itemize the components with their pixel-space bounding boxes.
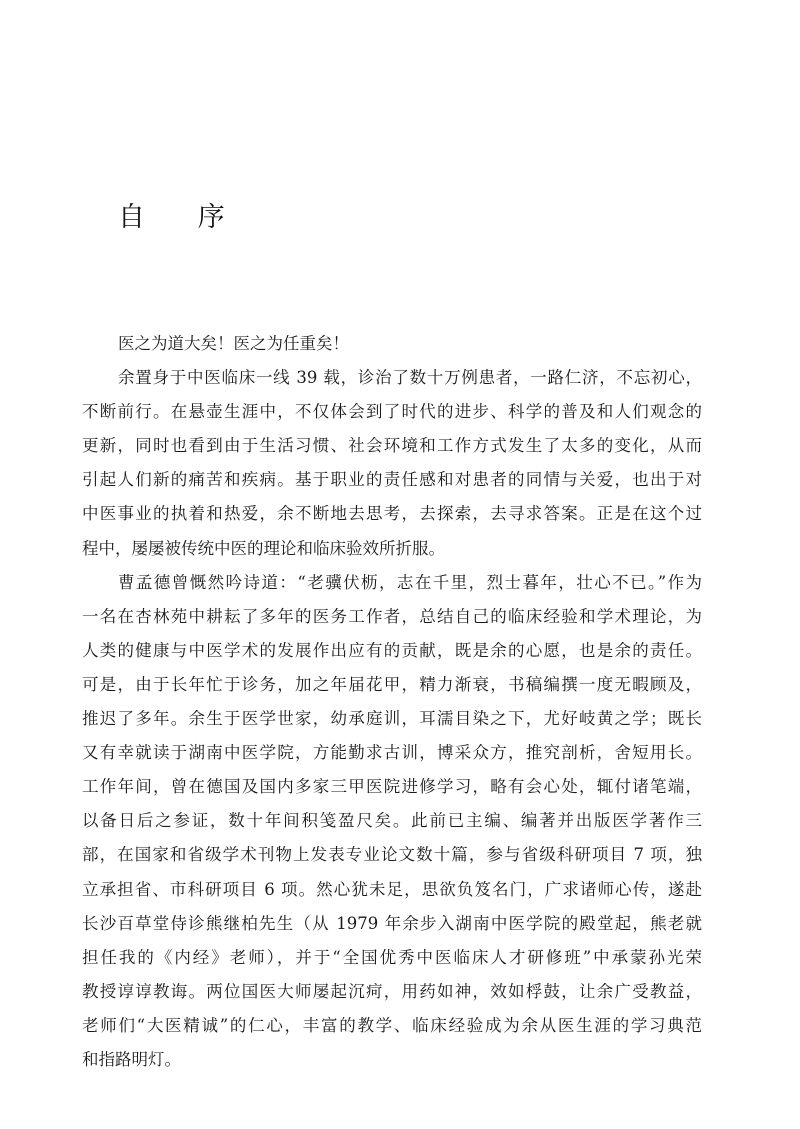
text-line: 长沙百草堂侍诊熊继柏先生（从 1979 年余步入湖南中医学院的殿堂起，熊老就 (82, 913, 702, 933)
text-line: 又有幸就读于湖南中医学院，方能勤求古训，博采众方，推究剖析，舍短用长。 (82, 743, 702, 763)
text-line: 推迟了多年。余生于医学世家，幼承庭训，耳濡目染之下，尤好岐黄之学；既长 (82, 709, 702, 729)
page-title: 自 序 (118, 202, 247, 233)
text-line: 引起人们新的痛苦和疾病。基于职业的责任感和对患者的同情与关爱，也出于对 (82, 470, 702, 490)
text-line: 老师们“大医精诚”的仁心，丰富的教学、临床经验成为余从医生涯的学习典范 (82, 1015, 702, 1035)
text-line: 曹孟德曾慨然吟诗道：“老骥伏枥，志在千里，烈士暮年，壮心不已。”作为 (118, 572, 702, 592)
text-line: 以备日后之参证，数十年间积笺盈尺矣。此前已主编、编著并出版医学著作三 (82, 811, 702, 831)
text-line: 工作年间，曾在德国及国内多家三甲医院进修学习，略有会心处，辄付诸笔端， (82, 777, 702, 797)
preface-body (82, 327, 702, 1077)
text-line: 不断前行。在悬壶生涯中，不仅体会到了时代的进步、科学的普及和人们观念的 (82, 402, 702, 422)
text-line: 余置身于中医临床一线 39 载，诊治了数十万例患者，一路仁济，不忘初心， (118, 368, 702, 388)
text-line: 部，在国家和省级学术刊物上发表专业论文数十篇，参与省级科研项目 7 项，独 (82, 845, 702, 865)
text-line: 担任我的《内经》老师），并于“全国优秀中医临床人才研修班”中承蒙孙光荣 (82, 947, 702, 967)
text-line: 可是，由于长年忙于诊务，加之年届花甲，精力渐衰，书稿编撰一度无暇顾及， (82, 674, 702, 694)
text-line: 立承担省、市科研项目 6 项。然心犹未足，思欲负笈名门，广求诸师心传，遂赴 (82, 879, 702, 899)
text-line: 更新，同时也看到由于生活习惯、社会环境和工作方式发生了太多的变化，从而 (82, 436, 702, 456)
text-line: 程中，屡屡被传统中医的理论和临床验效所折服。 (82, 538, 445, 558)
text-line: 中医事业的执着和热爱，余不断地去思考，去探索，去寻求答案。正是在这个过 (82, 504, 702, 524)
text-line: 教授谆谆教诲。两位国医大师屡起沉疴，用药如神，效如桴鼓，让余广受教益， (82, 981, 702, 1001)
text-line: 医之为道大矣！医之为任重矣！ (118, 334, 349, 353)
text-line: 和指路明灯。 (82, 1049, 181, 1069)
text-line: 一名在杏林苑中耕耘了多年的医务工作者，总结自己的临床经验和学术理论，为 (82, 606, 702, 626)
text-line: 人类的健康与中医学术的发展作出应有的贡献，既是余的心愿，也是余的责任。 (82, 640, 702, 660)
